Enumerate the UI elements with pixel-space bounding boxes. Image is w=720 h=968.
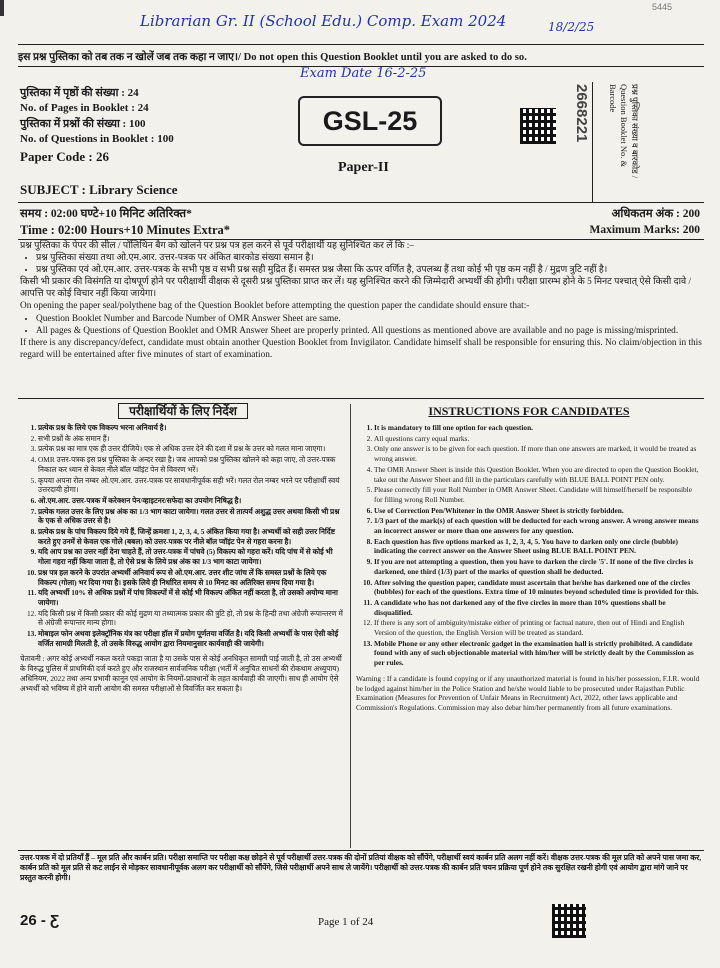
top-rule: [18, 44, 704, 45]
intro-hi-bullet: • प्रश्न पुस्तिका संख्या तथा ओ.एम.आर. उत्तर-पत्रक पर अंकित बारकोड संख्या समान है।: [36, 252, 702, 264]
intro-rule: [18, 398, 704, 399]
booklet-qr-code: [520, 108, 556, 144]
hindi-item: 2. सभी प्रश्नों के अंक समान हैं।: [38, 434, 346, 444]
hindi-item: 13. मोबाइल फोन अथवा इलेक्ट्रॉनिक यंत्र का परीक्षा हॉल में प्रयोग पूर्णतया वर्जित है। यदि किसी अभ्यर्थी के पास ऐसी कोई वर्जित सामग्री मिलती है, तो उसके विरुद्ध आयोग द्वारा नियमानुसार कार्यवाही की जायेगी।: [38, 629, 346, 648]
time-en: Time : 02:00 Hours+10 Minutes Extra*: [20, 223, 231, 237]
time-hi: समय : 02:00 घण्टे+10 मिनिट अतिरिक्त*: [20, 208, 192, 220]
hindi-item: 1. प्रत्येक प्रश्न के लिये एक विकल्प भरना अनिवार्य है।: [38, 423, 346, 433]
barcode-number: 2668221: [573, 84, 590, 143]
intro-en-para: If there is any discrepancy/defect, candidate must obtain another Question Booklet from Invigilator. Candidate himself shall be responsible for ensuring this. No claim/objection in this regard will be entertained after five minutes of start of examination.: [20, 337, 702, 360]
english-item: 7. 1/3 part of the mark(s) of each question will be deducted for each wrong answer. A wrong answer means an incorrect answer or more than one answers for any question.: [374, 516, 702, 535]
hindi-item: 3. प्रत्येक प्रश्न का मात्र एक ही उत्तर दीजिये। एक से अधिक उत्तर देने की दशा में प्रश्न के उत्तर को गलत माना जाएगा।: [38, 444, 346, 454]
left-edge-mark: [0, 0, 4, 16]
english-item: 1. It is mandatory to fill one option for each question.: [374, 423, 702, 433]
english-item: 11. A candidate who has not darkened any of the five circles in more than 10% questions shall be disqualified.: [374, 598, 702, 617]
intro-en-lead: On opening the paper seal/polythene bag of the Question Booklet before attempting the question paper the candidate should ensure that:-: [20, 301, 530, 312]
english-item: 2. All questions carry equal marks.: [374, 434, 702, 444]
side-label-en: Question Booklet No. & Barcode: [608, 84, 629, 168]
handwritten-note: Librarian Gr. II (School Edu.) Comp. Exam 2024: [140, 12, 507, 30]
banner: [18, 50, 704, 64]
hindi-item: 7. प्रत्येक गलत उत्तर के लिए प्रश्न अंक का 1/3 भाग काटा जायेगा। गलत उत्तर से तात्पर्य अशुद्ध उत्तर अथवा किसी भी प्रश्न के एक से अधिक उत्तर से है।: [38, 507, 346, 526]
english-item: 8. Each question has five options marked as 1, 2, 3, 4, 5. You have to darken only one circle (bubble) indicating the correct answer on the Answer Sheet using BLUE BALL POINT PEN.: [374, 537, 702, 556]
intro-block: [20, 240, 702, 361]
footer-code: 26 - Ƹ: [20, 912, 60, 929]
english-item: 4. The OMR Answer Sheet is inside this Question Booklet. When you are directed to open the Question Booklet, take out the Answer Sheet and fill in the particulars carefully with BLUE BALL POINT PEN only.: [374, 465, 702, 484]
intro-en-bullet: • All pages & Questions of Question Booklet and OMR Answer Sheet are properly printed. All questions as mentioned above are available and no page is missing/misprinted.: [36, 325, 702, 337]
hindi-warning: चेतावनी : अगर कोई अभ्यर्थी नकल करते पकड़ा जाता है या उसके पास से कोई अनधिकृत सामग्री पाई जाती है, तो उस अभ्यर्थी के विरुद्ध पुलिस में प्राथमिकी दर्ज करते हुए और राजस्थान सार्वजनिक परीक्षा (भर्ती में अनुचित साधनों की रोकथाम अध्युपाय) अधिनियम, 2022 तथा अन्य प्रभावी कानून एवं आयोग के नियमों-प्रावधानों के तहत कार्यवाही की जाएगी। साथ ही आयोग ऐसे अभ्यर्थी को भविष्य में होने वाली आयोग की समस्त परीक्षाओं से विवर्जित कर सकता है।: [20, 654, 342, 693]
booklet-info: [20, 86, 174, 166]
intro-hi-bullet: • प्रश्न पुस्तिका एवं ओ.एम.आर. उत्तर-पत्रक के सभी पृष्ठ व सभी प्रश्न सही मुद्रित हैं। समस्त प्रश्न जैसा कि ऊपर वर्णित है, उपलब्ध हैं तथा कोई भी पृष्ठ कम नहीं है / मुद्रण त्रुटि नहीं है।: [36, 264, 702, 276]
hindi-instructions-title: परीक्षार्थियों के लिए निर्देश: [118, 403, 248, 419]
hindi-item: 9. यदि आप प्रश्न का उत्तर नहीं देना चाहते हैं, तो उत्तर-पत्रक में पांचवे (5) विकल्प को गहरा करें। यदि पांच में से कोई भी गोला गहरा नहीं किया जाता है, तो ऐसे प्रश्न के लिये प्रश्न अंक का 1/3 भाग काटा जायेगा।: [38, 547, 346, 566]
english-item: 12. If there is any sort of ambiguity/mistake either of printing or factual nature, then out of Hindi and English Version of the question, the English Version will be treated as standard.: [374, 618, 702, 637]
footer-rule: [18, 850, 704, 851]
english-instructions-title: INSTRUCTIONS FOR CANDIDATES: [428, 404, 630, 418]
english-instructions: [356, 404, 702, 713]
english-item: 5. Please correctly fill your Roll Number in OMR Answer Sheet. Candidate will himself/herself be responsible for filling wrong Roll Number.: [374, 485, 702, 504]
column-divider: [350, 404, 351, 848]
serial-number: 5445: [652, 2, 673, 12]
time-rule-top: [18, 202, 704, 203]
questions-en: No. of Questions in Booklet : 100: [20, 133, 174, 146]
pages-en: No. of Pages in Booklet : 24: [20, 102, 149, 115]
intro-hi-lead: प्रश्न पुस्तिका के पेपर की सील / पॉलिथिन बैग को खोलने पर प्रश्न पत्र हल करने से पूर्व परीक्षार्थी यह सुनिश्चित कर लें कि :–: [20, 241, 415, 251]
banner-rule: [18, 66, 704, 67]
hindi-item: 5. कृपया अपना रोल नम्बर ओ.एम.आर. उत्तर-पत्रक पर सावधानीपूर्वक सही भरें। गलत रोल नम्बर भरने पर परीक्षार्थी स्वयं उत्तरदायी होगा।: [38, 476, 346, 495]
english-item: 13. Mobile Phone or any other electronic gadget in the examination hall is strictly prohibited. A candidate found with any of such objectionable material with him/her will be strictly dealt by the Commission as per rules.: [374, 639, 702, 668]
code-box: GSL-25: [298, 96, 442, 146]
hindi-item: 6. ओ.एम.आर. उत्तर-पत्रक में करेक्शन पेन/व्हाइटनर/सफेदा का उपयोग निषिद्ध है।: [38, 496, 346, 506]
marks-hi: अधिकतम अंक : 200: [611, 208, 700, 220]
english-item: 3. Only one answer is to be given for each question. If more than one answers are marked, it would be treated as wrong answer.: [374, 444, 702, 463]
english-item: 6. Use of Correction Pen/Whitener in the OMR Answer Sheet is strictly forbidden.: [374, 506, 702, 516]
questions-hi: पुस्तिका में प्रश्नों की संख्या : 100: [20, 117, 146, 130]
pages-hi: पुस्तिका में पृष्ठों की संख्या : 24: [20, 87, 139, 99]
time-block: [20, 206, 230, 238]
handwritten-sign-date: 18/2/25: [548, 20, 595, 34]
footer-note: उत्तर-पत्रक में दो प्रतियाँ हैं – मूल प्रति और कार्बन प्रति। परीक्षा समाप्ति पर परीक्षा कक्ष छोड़ने से पूर्व परीक्षार्थी उत्तर-पत्रक की दोनों प्रतियां वीक्षक को सौंपेंगे, परीक्षार्थी स्वयं कार्बन प्रति अलग नहीं करें। वीक्षक उत्तर-पत्रक की मूल प्रति को अपने पास जमा कर, कार्बन प्रति को मूल प्रति से कट लाईन से मोड़कर सावधानीपूर्वक अलग कर परीक्षार्थी को सौंपेंगे, जिसे परीक्षार्थी अपने साथ ले जायेंगे। परीक्षार्थी को उत्तर-पत्रक की कार्बन प्रति चयन प्रक्रिया पूर्ण होने तक सुरक्षित रखनी होगी एवं आयोग द्वारा मांगे जाने पर प्रस्तुत करनी होगी।: [20, 853, 702, 883]
paper-label: Paper-II: [338, 160, 389, 175]
hindi-instructions: [20, 404, 346, 693]
page-number: Page 1 of 24: [318, 916, 374, 928]
english-warning: Warning : If a candidate is found copying or if any unauthorized material is found in his/her possession, F.I.R. would be lodged against him/her in the Police Station and he/she would liable to be prosecuted under Rajasthan Public Examination (Measures for Prevention of Unfair Means in Recruitment) Act, 2022, other laws applicable and Commission's Regulations. Commission may also debar him/her permanently from all future examinations.: [356, 673, 700, 712]
marks-block: [550, 206, 700, 238]
handwritten-exam-date: Exam Date 16-2-25: [300, 66, 427, 81]
english-item: 9. If you are not attempting a question, then you have to darken the circle '5'. If none of the five circles is darkened, one third (1/3) part of the marks of question shall be deducted.: [374, 557, 702, 576]
marks-en: Maximum Marks: 200: [589, 224, 700, 236]
english-item: 10. After solving the question paper, candidate must ascertain that he/she has darkened one of the circles (bubbles) for each of the questions. Extra time of 10 minutes beyond scheduled time is provided for this.: [374, 578, 702, 597]
intro-en-bullet: • Question Booklet Number and Barcode Number of OMR Answer Sheet are same.: [36, 313, 702, 325]
barcode-side-label: [596, 84, 640, 194]
footer-qr-code: [552, 904, 586, 938]
paper-code: Paper Code : 26: [20, 148, 109, 164]
intro-hi-para: किसी भी प्रकार की विसंगति या दोषपूर्ण होने पर परीक्षार्थी वीक्षक से दूसरी प्रश्न पुस्तिका प्राप्त कर लें। यह सुनिश्चित करने की जिम्मेदारी अभ्यर्थी की होगी। परीक्षा प्रारम्भ होने के 5 मिनट पश्चात् ऐसे किसी दावे / आपत्ति पर कोई विचार नहीं किया जायेगा।: [20, 277, 692, 300]
side-rule: [592, 82, 593, 202]
hindi-item: 10. प्रश्न पत्र हल करने के उपरांत अभ्यर्थी अनिवार्य रूप से ओ.एम.आर. उत्तर शीट जांच लें कि समस्त प्रश्नों के लिये एक विकल्प (गोला) भर दिया गया है। इसके लिये ही निर्धारित समय से 10 मिनट का अतिरिक्त समय दिया गया है।: [38, 568, 346, 587]
subject: SUBJECT : Library Science: [20, 182, 178, 197]
banner-english: / Do not open this Question Booklet until you are asked to do so.: [238, 52, 527, 63]
side-label-hi: प्रश्न पुस्तिका संख्या व बारकोड /: [630, 84, 640, 179]
hindi-item: 4. OMR उत्तर-पत्रक इस प्रश्न पुस्तिका के अन्दर रखा है। जब आपको प्रश्न पुस्तिका खोलने को कहा जाए, तो उत्तर-पत्रक निकाल कर ध्यान से केवल नीले बॉल प्वॉइंट पेन से विवरण भरें।: [38, 455, 346, 474]
hindi-item: 11. यदि अभ्यर्थी 10% से अधिक प्रश्नों में पांच विकल्पों में से कोई भी विकल्प अंकित नहीं करता है, तो उसको अयोग्य माना जायेगा।: [38, 588, 346, 607]
hindi-item: 12. यदि किसी प्रश्न में किसी प्रकार की कोई मुद्रण या तथ्यात्मक प्रकार की त्रुटि हो, तो प्रश्न के हिन्दी तथा अंग्रेजी रूपान्तरण में से अंग्रेजी रूपान्तर मान्य होगा।: [38, 609, 346, 628]
hindi-item: 8. प्रत्येक प्रश्न के पांच विकल्प दिये गये हैं, जिन्हें क्रमशः 1, 2, 3, 4, 5 अंकित किया गया है। अभ्यर्थी को सही उत्तर निर्दिष्ट करते हुए उनमें से केवल एक गोले (बबल) को उत्तर-पत्रक पर नीले बॉल प्वॉइंट पेन से गहरा करना है।: [38, 527, 346, 546]
banner-hindi: इस प्रश्न पुस्तिका को तब तक न खोलें जब तक कहा न जाए।: [18, 52, 239, 63]
